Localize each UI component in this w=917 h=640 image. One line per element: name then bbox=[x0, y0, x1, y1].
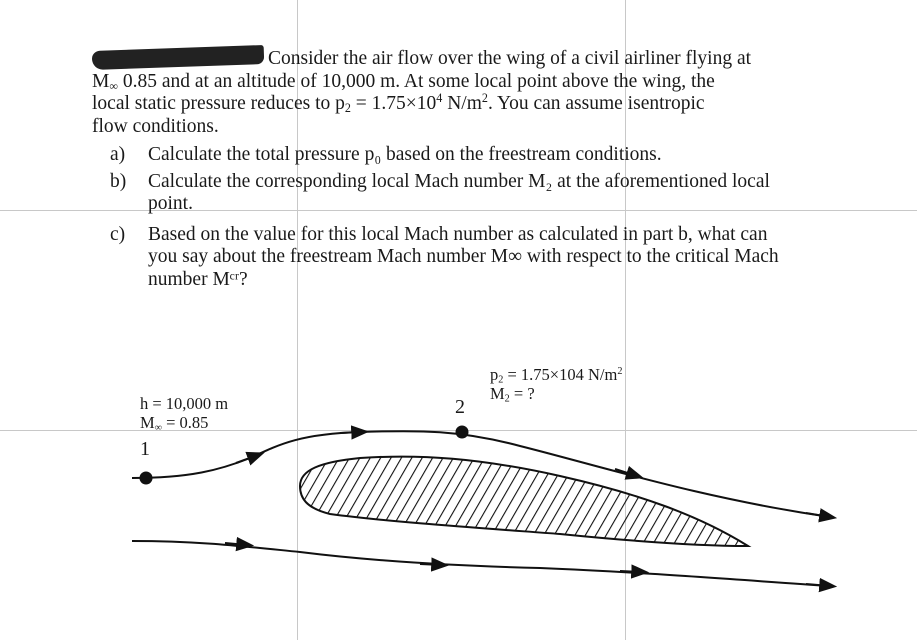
problem-line-3: local static pressure reduces to $p_2 = 1.75\times 10^4$ $N/m^2$. You can assume isentropic bbox=[92, 90, 705, 116]
local-mach-label: $M_2$ = ? bbox=[490, 384, 535, 405]
freestream-mach-label: $M_\infty = 0.85$ bbox=[140, 413, 209, 434]
airfoil-shape bbox=[300, 457, 748, 546]
flow-arrow bbox=[340, 432, 362, 433]
point-2-label: 2 bbox=[455, 396, 465, 418]
flow-arrow bbox=[420, 564, 442, 565]
problem-line-1: Consider the air flow over the wing of a civil airliner flying at bbox=[92, 48, 832, 71]
altitude-label: h = 10,000 m bbox=[140, 394, 229, 413]
question-part-b: b) Calculate the corresponding local Mach number M₂ at the aforementioned local point. bbox=[110, 170, 770, 214]
flow-arrow bbox=[236, 455, 258, 463]
problem-line-4: flow conditions. bbox=[92, 115, 219, 137]
point-1-marker bbox=[140, 472, 153, 485]
flow-arrow bbox=[806, 584, 830, 586]
problem-line-2: $M_\infty$ 0.85 and at an altitude of 10,000 m. At some local point above the wing, the bbox=[92, 70, 715, 93]
question-part-c: c) Based on the value for this local Mach number as calculated in part b, what can you say about the freestream Mach number M∞ with respect to the critical Mach number Mᶜʳ? bbox=[110, 223, 779, 290]
question-part-a: a) Calculate the total pressure p₀ based on the freestream conditions. bbox=[110, 144, 662, 165]
point-2-marker bbox=[456, 426, 469, 439]
flow-arrow bbox=[620, 571, 642, 572]
local-pressure-label: $p_2 = 1.75\times 104$ $N/m^2$ bbox=[490, 365, 623, 386]
point-1-label: 1 bbox=[140, 438, 150, 460]
lower-streamline bbox=[132, 541, 830, 586]
flow-arrow bbox=[806, 513, 830, 517]
